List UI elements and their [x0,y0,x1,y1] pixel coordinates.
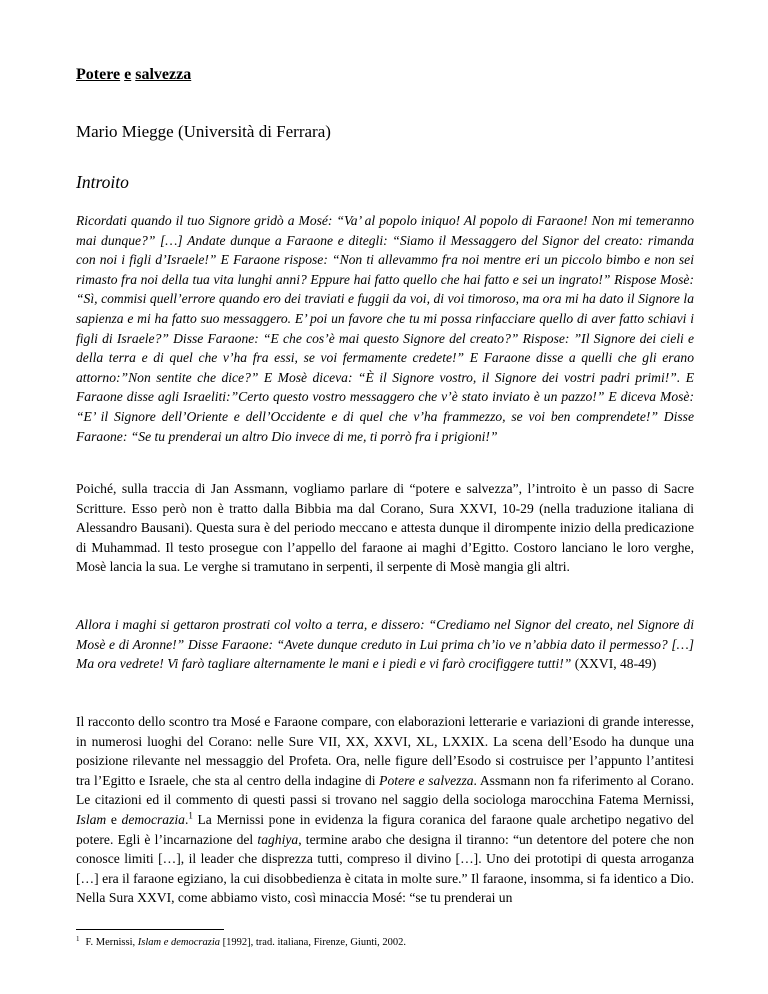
footnote-divider [76,929,224,930]
section-heading: Introito [76,172,129,192]
author-line: Mario Miegge (Università di Ferrara) [76,122,331,141]
quote-text: Allora i maghi si gettaron prostrati col volto a terra, e dissero: “Crediamo nel Signor del creato, nel Signore di Mosè e di Aronne!” Disse Faraone: “Avete dunque creduto in Lui prima ch’io ve n’abbia dato il permesso? […] Ma ora vedrete! Vi farò tagliare alternamente le mani e i piedi e vi farò crocifiggere tutti!” [76,617,694,672]
quran-quote-paragraph: Ricordati quando il tuo Signore gridò a Mosé: “Va’ al popolo iniquo! Al popolo di Faraone! Non mi temeranno mai dunque?” […] Andate dunque a Faraone e ditegli: “Siamo il Messaggero del Signor del creato: rimanda con noi i figli d’Israele!” E Faraone rispose: “Non ti allevammo fra noi mentre eri un piccolo bimbo e non sei rimasto fra noi della tua vita lunghi anni? Eppure hai fatto quello che hai fatto e sei un ingrato!” Rispose Mosè: “Sì, commisi quell’errore quando ero dei traviati e fuggii da voi, di voi timoroso, ma ora mi ha dato il Signore la sapienza e mi ha fatto suo messaggero. E’ poi un favore che tu mi possa rinfacciare quello di aver fatto schiavi i figli di Israele?” Disse Faraone: “E che cos’è mai questo Signore del creato?” Rispose: ”Il Signore dei cieli e della terra e di quel che v’ha fra essi, se voi fermamente credete!” E Faraone disse a quelli che gli erano attorno:”Non sentite che dice?” E Mosè diceva: “È il Signore vostro, il Signore dei vostri padri primi!”. E Faraone disse agli Israeliti:”Certo questo vostro messaggero che v’è stato inviato è un pazzo!” E diceva Mosè: “E’ il Signore dell’Oriente e dell’Occidente e di quel che v’ha frammezzo, se voi ben comprendete!” Disse Faraone: “Se tu prenderai un altro Dio invece di me, ti porrò fra i prigioni!” [76,213,694,444]
quran-quote-paragraph-2 [76,615,694,674]
cited-title-islam: Islam [76,811,107,827]
cited-title-democrazia: democrazia [121,811,185,827]
title-word-salvezza: salvezza [135,66,192,83]
footnote-title: Islam e democrazia [137,937,220,948]
body-paragraph-1: Poiché, sulla traccia di Jan Assmann, vogliamo parlare di “potere e salvezza”, l’introito è un passo di Sacre Scritture. Esso però non è tratto dalla Bibbia ma dal Corano, Sura XXVI, 10-29 (nella traduzione italiana di Alessandro Bausani). Questa sura è del periodo meccano e attesta dunque il dirompente inizio della predicazione di Muhammad. Il testo prosegue con l’appello del faraone ai maghi d’Egitto. Costoro lanciano le loro verghe, Mosè lancia la sua. Le verghe si tramutano in serpenti, il serpente di Mosè mangia gli altri. [76,481,694,575]
book-title: Potere e salvezza [379,772,474,788]
footnote-author: F. Mernissi, [85,937,138,948]
title-word-potere: Potere [76,66,121,83]
footnote-marker[interactable]: 1 [188,810,193,821]
footnote-details: [1992], trad. italiana, Firenze, Giunti, 2002. [220,937,407,948]
quote-reference: (XXVI, 48-49) [571,656,657,672]
arabic-term: taghiya [257,831,299,847]
footnote [76,934,694,948]
page-title [76,66,191,84]
title-word-e: e [124,66,132,83]
body-paragraph-2: Il racconto dello scontro tra Mosé e Faraone compare, con elaborazioni letterarie e variazioni di grande interesse, in numerosi luoghi del Corano: nelle Sure VII, XX, XXVI, XL, LXXIX. La scena dell’Esodo ha dunque una posizione rilevante nel messaggio del Profeta. Ora, nelle figure dell’Esodo si costruisce per l’appunto l’antitesi tra l’Egitto e Israele, che sta al centro della indagine di Potere e salvezza. Assmann non fa riferimento al Corano. Le citazioni ed il commento di questi passi si trovano nel saggio della sociologa marocchina Fatema Mernissi, Islam e democrazia.$^1$ La Mernissi pone in evidenza la figura coranica del faraone quale archetipo negativo del potere. Egli è l’incarnazione del taghiya, termine arabo che designa il tiranno: “un detentore del potere che non conosce limiti […], il leader che disprezza tutti, compreso il divino […]. Uno dei prototipi di questa arroganza […] era il faraone egiziano, la cui disobbedienza è citata in molte sure.” Il faraone, insomma, si fa identico a Dio. Nella Sura XXVI, come abbiamo visto, così minaccia Mosé: “se tu prenderai un [76,714,694,906]
footnote-number: 1 [76,934,80,943]
